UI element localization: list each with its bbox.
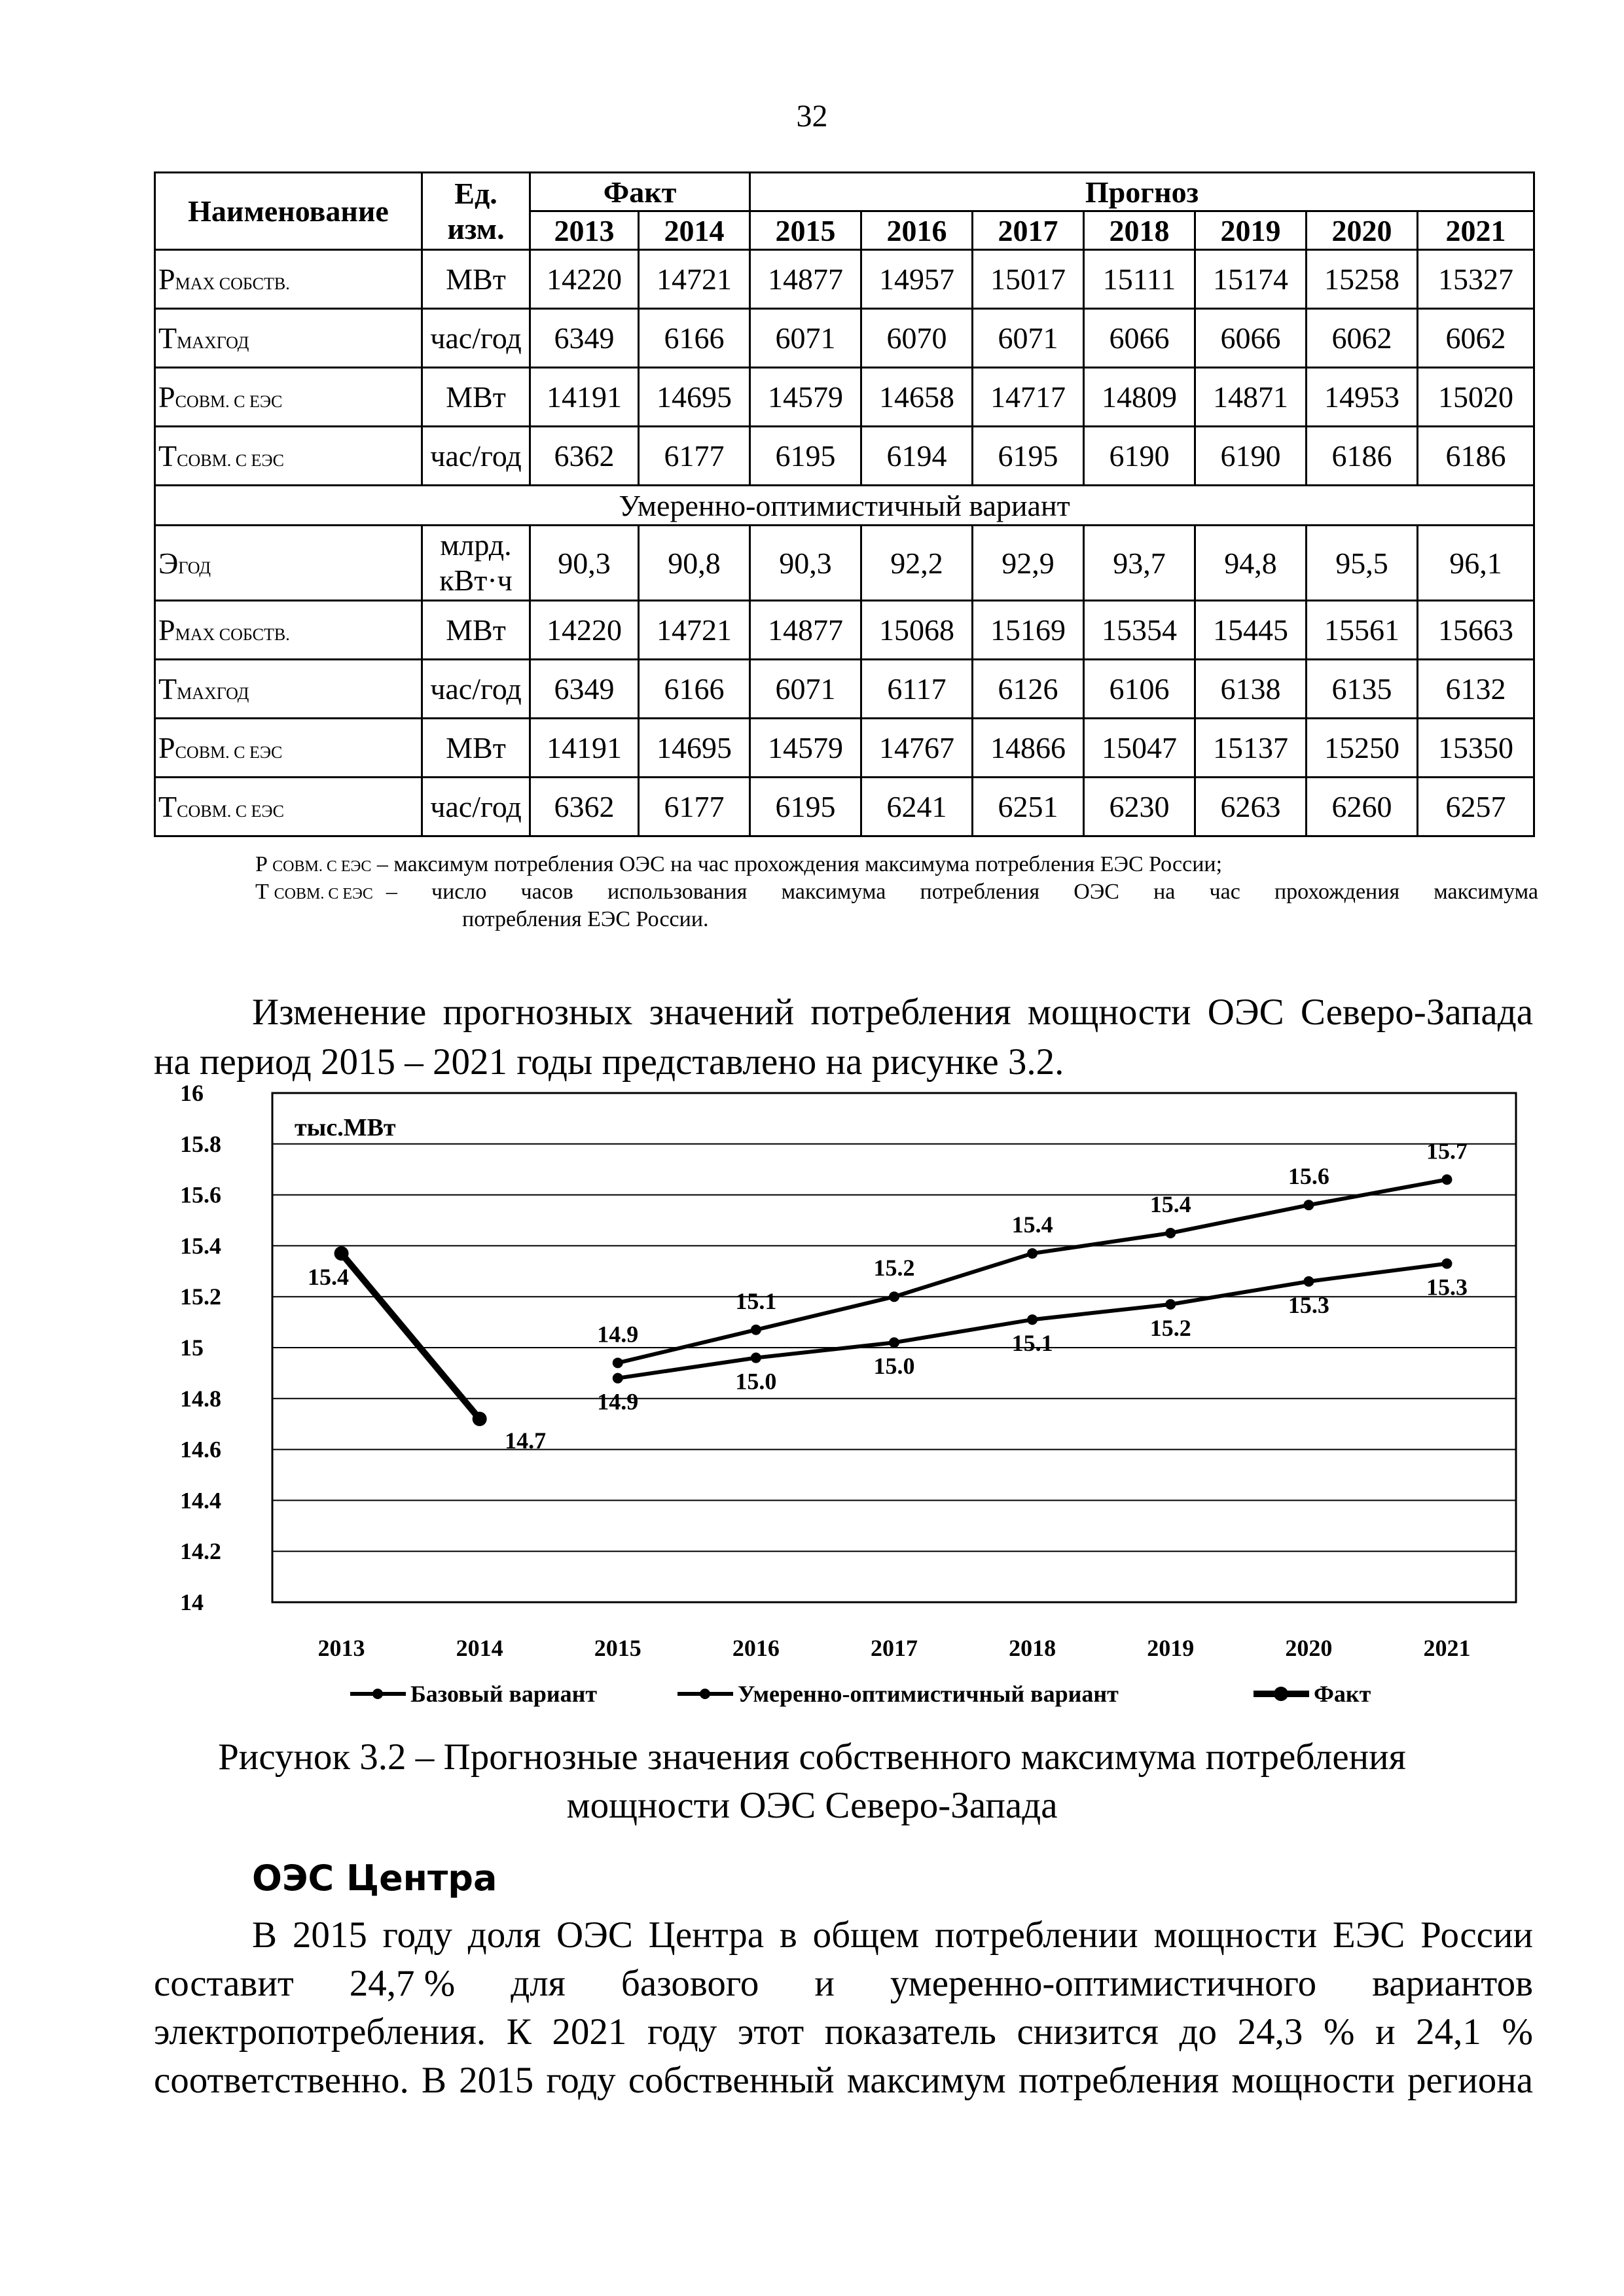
header-year: 2015 [750,211,861,250]
cell-value: 6195 [750,427,861,486]
row-unit: МВт [422,368,530,427]
cell-value: 6138 [1195,660,1307,719]
table-row [155,526,1534,601]
x-tick-label: 2013 [317,1635,365,1661]
data-point [1441,1174,1452,1185]
data-point [1165,1299,1176,1310]
data-label: 15.4 [1149,1191,1191,1217]
legend-label: Базовый вариант [410,1681,598,1707]
cell-value: 90,8 [639,526,750,601]
y-tick-label: 14.8 [180,1385,221,1412]
data-label: 14.7 [505,1427,547,1454]
word: и [814,1963,835,2004]
data-label: 15.1 [735,1287,777,1314]
figure-caption: Рисунок 3.2 – Прогнозные значения собственного максимума потребления мощности ОЭС Северо-Запада [218,1736,1406,1826]
y-tick-label: 14.2 [180,1538,221,1565]
row-name: TМАХГОД [155,660,422,719]
cell-value: 6190 [1084,427,1195,486]
data-label: 14.9 [597,1388,639,1415]
row-unit: час/год [422,427,530,486]
data-label: 15.3 [1288,1291,1329,1318]
legend-marker [1274,1687,1288,1701]
section-paragraph: В 2015 году доля ОЭС Центра в общем потреблении мощности ЕЭС России составит 24,7 % для базового и умеренно-оптимистичного вариантов электропотребления. К 2021 году этот показатель снизится до 24,3 % и 24,1 % соответственно. В 2015 году собственный максимум потребления мощности региона [154,1914,1533,2101]
cell-value: 6190 [1195,427,1307,486]
row-unit: МВт [422,601,530,660]
cell-value: 15561 [1307,601,1418,660]
word: умеренно-оптимистичного [890,1963,1317,2004]
word: вариантов [1372,1963,1533,2004]
cell-value: 14721 [639,601,750,660]
data-point [1303,1200,1314,1210]
data-label: 15.2 [873,1255,915,1282]
x-tick-label: 2018 [1009,1635,1056,1661]
cell-value: 6135 [1307,660,1418,719]
cell-value: 6126 [973,660,1084,719]
cell-value: 90,3 [530,526,639,601]
word: 24,7 % [349,1963,456,2004]
row-name: TСОВМ. С ЕЭС [155,427,422,486]
cell-value: 6166 [639,309,750,368]
data-label: 15.3 [1426,1274,1468,1300]
cell-value: 15174 [1195,250,1307,309]
y-tick-label: 15.6 [180,1181,221,1208]
legend-label: Умеренно-оптимистичный вариант [738,1681,1119,1707]
cell-value: 15068 [861,601,973,660]
x-tick-label: 2020 [1285,1635,1333,1661]
cell-value: 6177 [639,778,750,836]
header-year: 2021 [1418,211,1534,250]
header-year: 2018 [1084,211,1195,250]
data-point [751,1353,761,1363]
y-tick-label: 14.4 [180,1487,221,1514]
x-tick-label: 2016 [732,1635,780,1661]
cell-value: 95,5 [1307,526,1418,601]
note-1: P СОВМ. С ЕЭС – максимум потребления ОЭС на час прохождения максимума потребления ЕЭС России; [255,852,1223,876]
cell-value: 14767 [861,719,973,778]
header-year: 2016 [861,211,973,250]
cell-value: 14957 [861,250,973,309]
cell-value: 6166 [639,660,750,719]
row-name: PСОВМ. С ЕЭС [155,719,422,778]
cell-value: 6194 [861,427,973,486]
cell-value: 15017 [973,250,1084,309]
table-row [155,250,1534,309]
cell-value: 6071 [973,309,1084,368]
row-name: PMAX СОБСТВ. [155,601,422,660]
cell-value: 6349 [530,660,639,719]
cell-value: 6241 [861,778,973,836]
cell-value: 6362 [530,778,639,836]
cell-value: 14717 [973,368,1084,427]
header-year: 2020 [1307,211,1418,250]
data-label: 15.4 [308,1264,350,1291]
row-unit: час/год [422,309,530,368]
row-unit: МВт [422,250,530,309]
cell-value: 6349 [530,309,639,368]
cell-value: 6117 [861,660,973,719]
header-year: 2014 [639,211,750,250]
data-point [751,1325,761,1335]
y-tick-label: 15.2 [180,1283,221,1310]
series-line [342,1253,480,1419]
word: для [511,1963,566,2004]
row-name: PСОВМ. С ЕЭС [155,368,422,427]
forecast-chart [177,1080,1545,1741]
y-tick-label: 15.4 [180,1232,221,1259]
header-forecast: Прогноз [750,173,1534,211]
cell-value: 14220 [530,250,639,309]
data-point [1165,1228,1176,1238]
cell-value: 6257 [1418,778,1534,836]
y-tick-label: 16 [180,1080,204,1106]
cell-value: 15169 [973,601,1084,660]
data-label: 15.0 [735,1368,777,1395]
page-number: 32 [796,99,828,134]
cell-value: 15327 [1418,250,1534,309]
y-tick-label: 14.6 [180,1436,221,1463]
row-unit: час/год [422,778,530,836]
word: составит [154,1963,294,2004]
data-label: 14.9 [597,1321,639,1348]
header-unit: Ед. изм. [422,173,530,250]
data-point [613,1357,623,1368]
data-point [889,1291,899,1302]
data-label: 15.7 [1426,1138,1468,1164]
cell-value: 6062 [1418,309,1534,368]
cell-value: 90,3 [750,526,861,601]
cell-value: 15020 [1418,368,1534,427]
cell-value: 6062 [1307,309,1418,368]
cell-value: 15111 [1084,250,1195,309]
word: базового [621,1963,759,2004]
cell-value: 6066 [1084,309,1195,368]
cell-value: 6071 [750,309,861,368]
cell-value: 6186 [1418,427,1534,486]
table-row [155,660,1534,719]
legend-marker [700,1689,710,1699]
x-tick-label: 2021 [1423,1635,1471,1661]
x-tick-label: 2017 [871,1635,918,1661]
y-tick-label: 15 [180,1335,204,1361]
data-label: 15.1 [1011,1330,1053,1357]
cell-value: 14579 [750,368,861,427]
legend-marker [372,1689,383,1699]
cell-value: 14877 [750,601,861,660]
cell-value: 6132 [1418,660,1534,719]
cell-value: 6260 [1307,778,1418,836]
data-point [473,1412,487,1426]
row-unit: млрд. кВт·ч [422,526,530,601]
note-2-cont: потребления ЕЭС России. [462,907,709,931]
data-label: 15.2 [1149,1314,1191,1341]
y-tick-label: 15.8 [180,1130,221,1157]
note-2: T СОВМ. С ЕЭС – число часов использования максимума потребления ОЭС на час прохождения максимума [255,880,1538,904]
cell-value: 14191 [530,719,639,778]
cell-value: 6071 [750,660,861,719]
table-row [155,719,1534,778]
y-tick-label: 14 [180,1589,204,1615]
table-notes [255,851,1538,942]
table-row [155,778,1534,836]
cell-value: 6186 [1307,427,1418,486]
cell-value: 15663 [1418,601,1534,660]
cell-value: 14721 [639,250,750,309]
header-fact: Факт [530,173,750,211]
cell-value: 6177 [639,427,750,486]
data-point [1441,1259,1452,1269]
cell-value: 14220 [530,601,639,660]
cell-value: 14695 [639,719,750,778]
cell-value: 14191 [530,368,639,427]
row-unit: МВт [422,719,530,778]
cell-value: 15137 [1195,719,1307,778]
cell-value: 15250 [1307,719,1418,778]
row-name: PMAX СОБСТВ. [155,250,422,309]
data-label: 15.0 [873,1353,915,1380]
cell-value: 6106 [1084,660,1195,719]
cell-value: 15445 [1195,601,1307,660]
cell-value: 14866 [973,719,1084,778]
cell-value: 6066 [1195,309,1307,368]
cell-value: 6251 [973,778,1084,836]
unit-label: тыс.МВт [295,1114,396,1141]
cell-value: 6362 [530,427,639,486]
cell-value: 15350 [1418,719,1534,778]
cell-value: 14579 [750,719,861,778]
cell-value: 14953 [1307,368,1418,427]
data-label: 15.4 [1011,1211,1053,1238]
cell-value: 93,7 [1084,526,1195,601]
cell-value: 14871 [1195,368,1307,427]
header-year: 2019 [1195,211,1307,250]
cell-value: 15354 [1084,601,1195,660]
cell-value: 6230 [1084,778,1195,836]
cell-value: 14695 [639,368,750,427]
forecast-table [154,171,1535,837]
row-unit: час/год [422,660,530,719]
cell-value: 6195 [750,778,861,836]
cell-value: 15258 [1307,250,1418,309]
header-year: 2013 [530,211,639,250]
data-label: 15.6 [1288,1163,1329,1190]
cell-value: 15047 [1084,719,1195,778]
cell-value: 92,2 [861,526,973,601]
table-row [155,427,1534,486]
header-year: 2017 [973,211,1084,250]
cell-value: 14658 [861,368,973,427]
section-heading: ОЭС Центра [252,1857,497,1899]
row-name: ЭГОД [155,526,422,601]
header-name: Наименование [155,173,422,250]
table-row [155,601,1534,660]
row-name: TСОВМ. С ЕЭС [155,778,422,836]
cell-value: 6263 [1195,778,1307,836]
row-name: TМАХГОД [155,309,422,368]
data-point [1027,1248,1038,1259]
intro-paragraph: Изменение прогнозных значений потребления мощности ОЭС Северо-Запада на период 2015 – 2021 годы представлено на рисунке 3.2. [154,992,1533,1083]
x-tick-label: 2019 [1147,1635,1195,1661]
data-point [1027,1314,1038,1325]
cell-value: 6195 [973,427,1084,486]
legend-label: Факт [1314,1681,1371,1707]
cell-value: 14877 [750,250,861,309]
cell-value: 92,9 [973,526,1084,601]
cell-value: 6070 [861,309,973,368]
table-row [155,368,1534,427]
x-tick-label: 2015 [594,1635,641,1661]
cell-value: 14809 [1084,368,1195,427]
x-tick-label: 2014 [456,1635,503,1661]
data-point [334,1246,349,1261]
cell-value: 96,1 [1418,526,1534,601]
data-point [1303,1276,1314,1287]
data-point [613,1373,623,1384]
section-label: Умеренно-оптимистичный вариант [155,486,1534,526]
table-row [155,309,1534,368]
data-point [889,1337,899,1348]
cell-value: 94,8 [1195,526,1307,601]
